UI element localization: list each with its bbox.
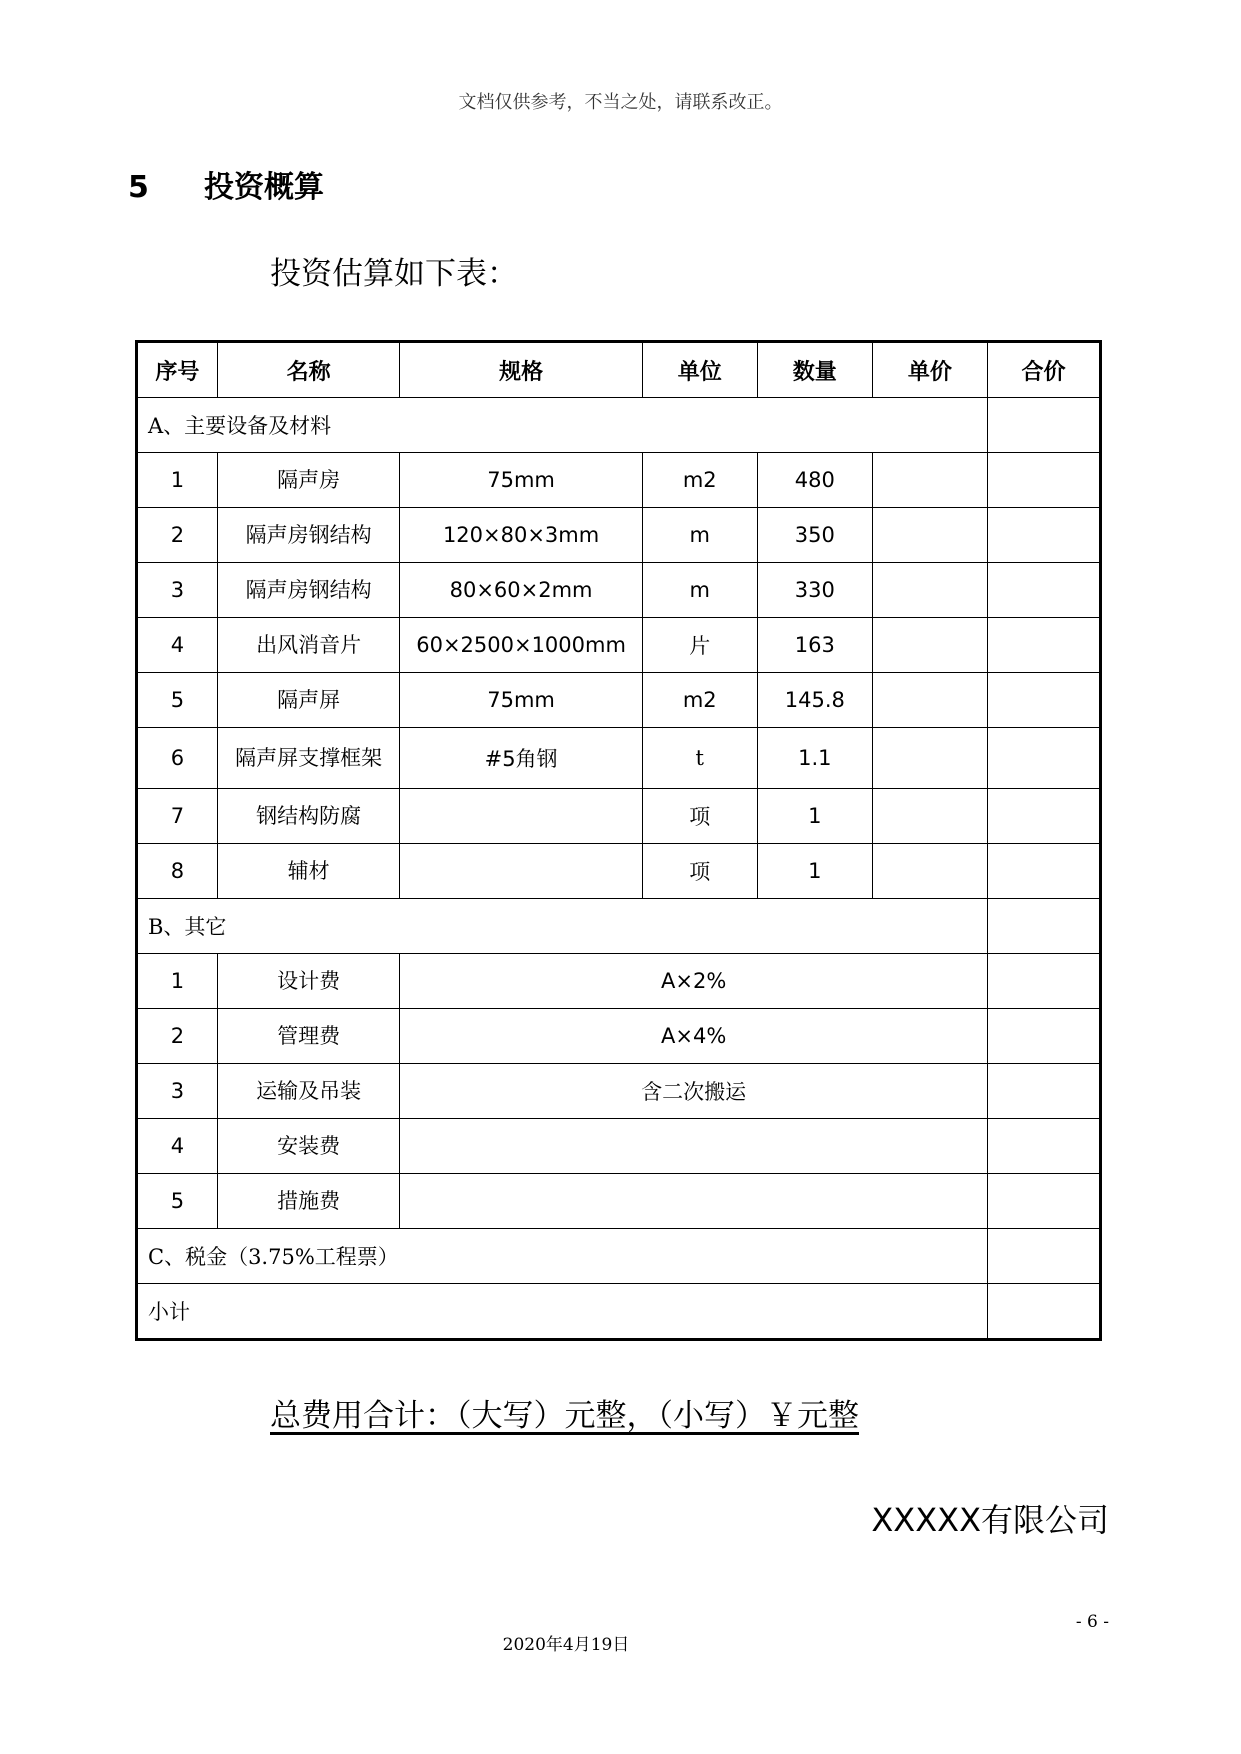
row-total-price: [987, 1174, 1100, 1229]
row-no: 4: [137, 618, 218, 673]
row-no: 2: [137, 1009, 218, 1064]
header-total-price: 合价: [987, 342, 1100, 398]
row-unit: m2: [642, 453, 757, 508]
subtotal-row: [137, 1284, 1101, 1340]
header-unit: 单位: [642, 342, 757, 398]
row-name: 运输及吊装: [217, 1064, 400, 1119]
row-unit-price: [872, 508, 987, 563]
row-unit: 项: [642, 844, 757, 899]
row-spec: [400, 789, 642, 844]
row-no: 1: [137, 954, 218, 1009]
row-description: [400, 1119, 987, 1174]
group-c-total: [987, 1229, 1100, 1284]
group-b-total: [987, 899, 1100, 954]
row-unit: m: [642, 563, 757, 618]
row-spec: 75mm: [400, 453, 642, 508]
row-no: 3: [137, 1064, 218, 1119]
investment-table: [135, 340, 1102, 1341]
row-total-price: [987, 789, 1100, 844]
table-row: [137, 1009, 1101, 1064]
row-no: 3: [137, 563, 218, 618]
row-total-price: [987, 1064, 1100, 1119]
row-total-price: [987, 673, 1100, 728]
row-total-price: [987, 844, 1100, 899]
row-spec: 75mm: [400, 673, 642, 728]
group-b-label: B、其它: [137, 899, 988, 954]
row-qty: 1: [757, 844, 872, 899]
row-unit-price: [872, 563, 987, 618]
row-unit-price: [872, 618, 987, 673]
row-qty: 163: [757, 618, 872, 673]
row-no: 1: [137, 453, 218, 508]
group-a-total: [987, 398, 1100, 453]
row-no: 6: [137, 728, 218, 789]
row-qty: 1: [757, 789, 872, 844]
table-row: [137, 1174, 1101, 1229]
row-total-price: [987, 728, 1100, 789]
row-name: 措施费: [217, 1174, 400, 1229]
table-row: [137, 728, 1101, 789]
row-unit: m: [642, 508, 757, 563]
row-unit: t: [642, 728, 757, 789]
group-a-label: A、主要设备及材料: [137, 398, 988, 453]
group-c-row: [137, 1229, 1101, 1284]
header-no: 序号: [137, 342, 218, 398]
row-name: 安装费: [217, 1119, 400, 1174]
row-qty: 1.1: [757, 728, 872, 789]
row-total-price: [987, 453, 1100, 508]
row-name: 管理费: [217, 1009, 400, 1064]
row-unit-price: [872, 728, 987, 789]
footer-date: 2020年4月19日: [502, 1635, 630, 1655]
row-no: 8: [137, 844, 218, 899]
row-total-price: [987, 1119, 1100, 1174]
row-no: 5: [137, 1174, 218, 1229]
group-a-row: [137, 398, 1101, 453]
row-name: 隔声房钢结构: [217, 563, 400, 618]
header-qty: 数量: [757, 342, 872, 398]
row-spec: [400, 844, 642, 899]
row-name: 隔声房: [217, 453, 400, 508]
group-c-label: C、税金（3.75%工程票）: [137, 1229, 988, 1284]
header-unit-price: 单价: [872, 342, 987, 398]
row-total-price: [987, 508, 1100, 563]
header-note: 文档仅供参考，不当之处，请联系改正。: [458, 92, 783, 113]
section-title: 投资概算: [204, 170, 324, 205]
intro-text: 投资估算如下表：: [270, 256, 518, 292]
row-unit-price: [872, 453, 987, 508]
table-row: [137, 789, 1101, 844]
section-number: 5: [128, 170, 149, 205]
row-unit: m2: [642, 673, 757, 728]
row-unit: 片: [642, 618, 757, 673]
row-total-price: [987, 1009, 1100, 1064]
row-no: 4: [137, 1119, 218, 1174]
row-unit-price: [872, 673, 987, 728]
row-spec: 80×60×2mm: [400, 563, 642, 618]
subtotal-label: 小计: [137, 1284, 988, 1340]
table-row: [137, 618, 1101, 673]
row-name: 辅材: [217, 844, 400, 899]
table-row: [137, 1064, 1101, 1119]
row-no: 2: [137, 508, 218, 563]
row-total-price: [987, 618, 1100, 673]
row-unit-price: [872, 789, 987, 844]
row-spec: 120×80×3mm: [400, 508, 642, 563]
row-description: A×4%: [400, 1009, 987, 1064]
row-unit: 项: [642, 789, 757, 844]
row-no: 5: [137, 673, 218, 728]
header-spec: 规格: [400, 342, 642, 398]
table-header-row: [137, 342, 1101, 398]
row-spec: 60×2500×1000mm: [400, 618, 642, 673]
table-row: [137, 563, 1101, 618]
row-description: 含二次搬运: [400, 1064, 987, 1119]
row-qty: 145.8: [757, 673, 872, 728]
section-heading: [128, 162, 324, 206]
row-qty: 330: [757, 563, 872, 618]
row-qty: 350: [757, 508, 872, 563]
row-description: A×2%: [400, 954, 987, 1009]
group-b-row: [137, 899, 1101, 954]
header-name: 名称: [217, 342, 400, 398]
row-total-price: [987, 954, 1100, 1009]
row-spec: #5角钢: [400, 728, 642, 789]
company-name: XXXXX有限公司: [871, 1501, 1109, 1539]
table-row: [137, 954, 1101, 1009]
table-row: [137, 844, 1101, 899]
total-cost-line: 总费用合计：（大写）元整，（小写）￥元整: [270, 1398, 859, 1434]
subtotal-value: [987, 1284, 1100, 1340]
row-no: 7: [137, 789, 218, 844]
row-name: 设计费: [217, 954, 400, 1009]
row-name: 隔声屏: [217, 673, 400, 728]
row-name: 出风消音片: [217, 618, 400, 673]
row-name: 钢结构防腐: [217, 789, 400, 844]
table-row: [137, 673, 1101, 728]
table-row: [137, 453, 1101, 508]
table-row: [137, 1119, 1101, 1174]
row-description: [400, 1174, 987, 1229]
row-name: 隔声屏支撑框架: [217, 728, 400, 789]
row-total-price: [987, 563, 1100, 618]
row-qty: 480: [757, 453, 872, 508]
row-unit-price: [872, 844, 987, 899]
page-number: - 6 -: [1075, 1612, 1109, 1632]
row-name: 隔声房钢结构: [217, 508, 400, 563]
table-row: [137, 508, 1101, 563]
